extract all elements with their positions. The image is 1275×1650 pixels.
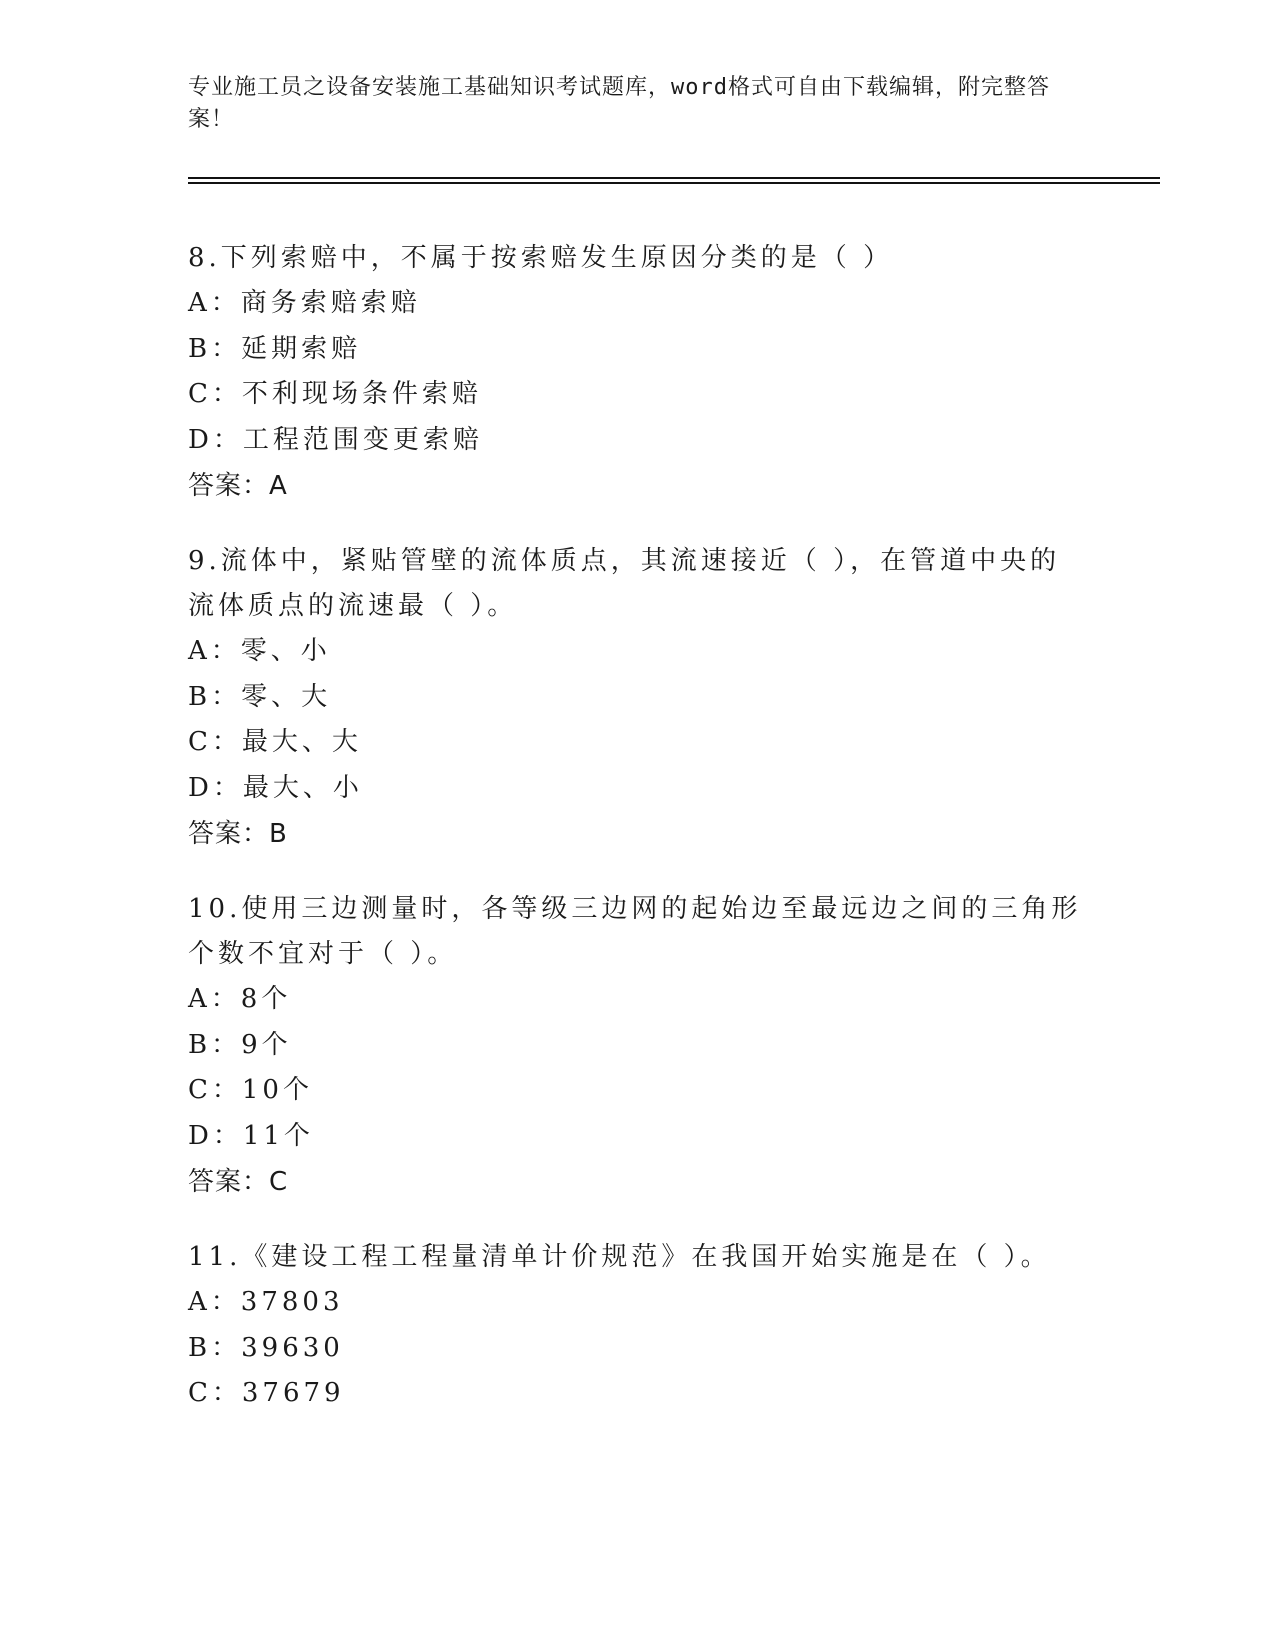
question-text: 9.流体中，紧贴管壁的流体质点，其流速接近（ ），在管道中央的流体质点的流速最（ ）。	[188, 546, 1061, 621]
question-text: 11.《建设工程工程量清单计价规范》在我国开始实施是在（ ）。	[188, 1242, 1051, 1272]
question-9	[188, 539, 1088, 857]
header-divider-top	[188, 177, 1160, 179]
question-list	[188, 236, 1088, 1447]
question-10	[188, 887, 1088, 1205]
answer: 答案：B	[188, 819, 288, 849]
answer: 答案：C	[188, 1167, 289, 1197]
document-header: 专业施工员之设备安装施工基础知识考试题库，word格式可自由下载编辑，附完整答案！	[188, 75, 1050, 132]
header-divider-bottom	[188, 182, 1160, 184]
option-d: D：最大、小	[188, 772, 363, 803]
option-a: A：37803	[188, 1287, 344, 1317]
answer: 答案：A	[188, 471, 288, 501]
question-11	[188, 1235, 1088, 1417]
option-c: C：最大、大	[188, 727, 362, 757]
option-d: D：11个	[188, 1120, 314, 1151]
option-c: C：不利现场条件索赔	[188, 379, 482, 409]
question-text: 10.使用三边测量时，各等级三边网的起始边至最远边之间的三角形个数不宜对于（ ）。	[188, 894, 1082, 969]
option-a: A：8个	[188, 984, 292, 1014]
option-b: B：零、大	[188, 681, 332, 712]
option-a: A：商务索赔索赔	[188, 288, 421, 318]
question-8	[188, 236, 1088, 509]
option-b: B：延期索赔	[188, 333, 362, 364]
option-b: B：9个	[188, 1029, 292, 1060]
option-c: C：10个	[188, 1075, 313, 1105]
question-text: 8.下列索赔中，不属于按索赔发生原因分类的是（ ）	[188, 243, 894, 273]
option-d: D：工程范围变更索赔	[188, 424, 483, 455]
option-a: A：零、小	[188, 636, 331, 666]
option-b: B：39630	[188, 1332, 344, 1363]
option-c: C：37679	[188, 1378, 345, 1408]
